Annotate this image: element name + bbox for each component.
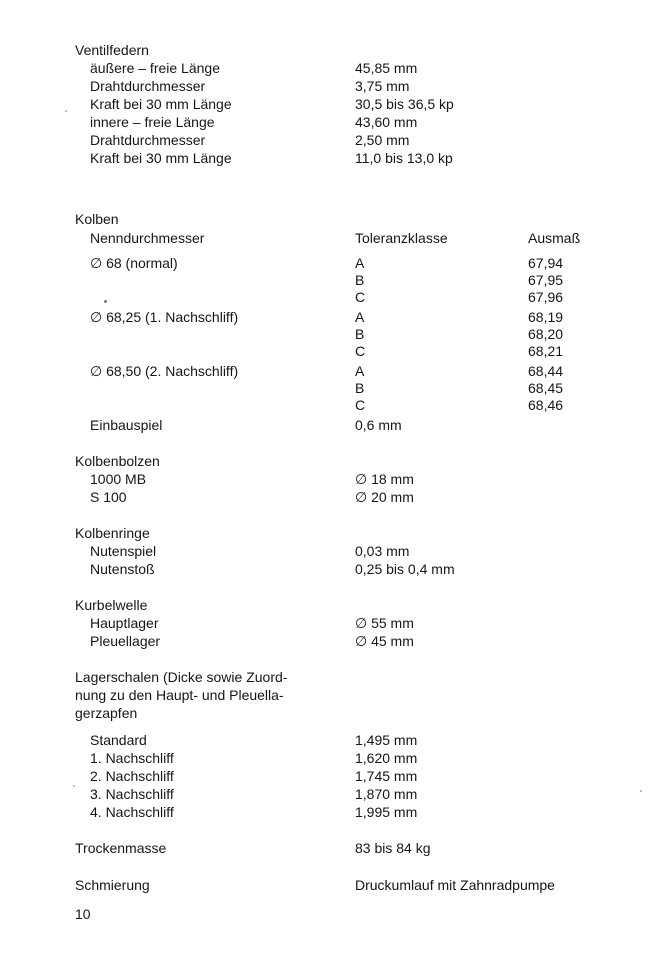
section-heading: Kurbelwelle <box>75 597 148 613</box>
spec-label: Drahtdurchmesser <box>90 78 206 94</box>
spec-row <box>0 560 670 578</box>
spec-label: 1000 MB <box>90 471 147 487</box>
section-ventilfedern <box>0 41 670 59</box>
spec-row <box>0 470 670 488</box>
spec-value: 30,5 bis 36,5 kp <box>355 96 454 112</box>
column-header-ausmass: Ausmaß <box>528 230 581 246</box>
section-heading: Kolbenringe <box>75 525 150 541</box>
spec-value: 1,620 mm <box>355 750 418 766</box>
spec-label: Nutenspiel <box>90 543 157 559</box>
section-lagerschalen <box>0 668 670 686</box>
column-header-toleranzklasse: Toleranzklasse <box>355 230 448 246</box>
spec-row-schmierung <box>0 876 670 894</box>
tolerance-class: C <box>355 343 366 359</box>
spec-row <box>0 767 670 785</box>
spec-row <box>0 113 670 131</box>
scan-speck <box>104 300 107 303</box>
spec-value: 45,85 mm <box>355 60 418 76</box>
table-row <box>0 396 670 414</box>
spec-row <box>0 803 670 821</box>
section-heading-line: Lagerschalen (Dicke sowie Zuord- <box>75 669 288 685</box>
section-heading: Ventilfedern <box>75 42 149 58</box>
scan-speck <box>65 110 67 112</box>
spec-value: ∅ 20 mm <box>355 489 414 505</box>
spec-value: ∅ 18 mm <box>355 471 414 487</box>
spec-label: Nutenstoß <box>90 561 155 577</box>
tolerance-class: A <box>355 255 365 271</box>
tolerance-class: C <box>355 397 366 413</box>
spec-label: Hauptlager <box>90 615 159 631</box>
table-row <box>0 254 670 272</box>
table-row <box>0 325 670 343</box>
spec-row <box>0 542 670 560</box>
size-value: 68,44 <box>528 363 564 379</box>
page-number-row <box>0 905 670 923</box>
spec-value: 0,25 bis 0,4 mm <box>355 561 455 577</box>
size-value: 68,21 <box>528 343 564 359</box>
section-heading-line: gerzapfen <box>75 705 138 721</box>
column-header-nenndurchmesser: Nenndurchmesser <box>90 230 205 246</box>
section-kurbelwelle <box>0 596 670 614</box>
spec-value: 0,03 mm <box>355 543 410 559</box>
spec-value: 83 bis 84 kg <box>355 840 431 856</box>
table-row <box>0 288 670 306</box>
size-value: 67,94 <box>528 255 564 271</box>
spec-value: 1,495 mm <box>355 732 418 748</box>
spec-label: 1. Nachschliff <box>90 750 174 766</box>
spec-value: 2,50 mm <box>355 132 410 148</box>
section-heading-line: nung zu den Haupt- und Pleuella- <box>75 687 284 703</box>
size-value: 68,45 <box>528 380 564 396</box>
spec-label: äußere – freie Länge <box>90 60 220 76</box>
spec-row <box>0 749 670 767</box>
spec-row <box>0 95 670 113</box>
table-header-row <box>0 229 670 247</box>
spec-label: Trockenmasse <box>75 840 167 856</box>
section-heading: Kolbenbolzen <box>75 453 160 469</box>
section-kolbenbolzen <box>0 452 670 470</box>
size-value: 67,96 <box>528 289 564 305</box>
spec-row <box>0 416 670 434</box>
spec-label: Kraft bei 30 mm Länge <box>90 150 232 166</box>
scan-speck <box>640 790 642 792</box>
tolerance-class: A <box>355 309 365 325</box>
spec-value: 3,75 mm <box>355 78 410 94</box>
table-row <box>0 362 670 380</box>
section-kolbenringe <box>0 524 670 542</box>
diameter-label: ∅ 68,25 (1. Nachschliff) <box>90 309 239 325</box>
size-value: 68,19 <box>528 309 564 325</box>
spec-label: 2. Nachschliff <box>90 768 174 784</box>
size-value: 67,95 <box>528 272 564 288</box>
spec-value: 1,745 mm <box>355 768 418 784</box>
size-value: 68,20 <box>528 326 564 342</box>
diameter-label: ∅ 68 (normal) <box>90 255 178 271</box>
section-lagerschalen-cont <box>0 704 670 722</box>
spec-row <box>0 488 670 506</box>
spec-label: Kraft bei 30 mm Länge <box>90 96 232 112</box>
spec-label: innere – freie Länge <box>90 114 215 130</box>
section-lagerschalen-cont <box>0 686 670 704</box>
spec-row <box>0 785 670 803</box>
spec-row <box>0 632 670 650</box>
spec-row <box>0 614 670 632</box>
spec-row-trockenmasse <box>0 839 670 857</box>
spec-value: Druckumlauf mit Zahnradpumpe <box>355 877 555 893</box>
spec-row <box>0 731 670 749</box>
spec-label: Standard <box>90 732 147 748</box>
spec-label: S 100 <box>90 489 127 505</box>
table-row <box>0 308 670 326</box>
spec-row <box>0 59 670 77</box>
page-number: 10 <box>75 906 91 922</box>
table-row <box>0 379 670 397</box>
spec-row <box>0 149 670 167</box>
spec-value: 43,60 mm <box>355 114 418 130</box>
section-kolben <box>0 210 670 228</box>
scan-speck <box>73 785 75 787</box>
tolerance-class: C <box>355 289 366 305</box>
spec-label: 4. Nachschliff <box>90 804 174 820</box>
spec-value: ∅ 45 mm <box>355 633 414 649</box>
spec-label: Pleuellager <box>90 633 161 649</box>
spec-row <box>0 77 670 95</box>
table-row <box>0 271 670 289</box>
spec-label: Schmierung <box>75 877 150 893</box>
spec-label: Einbauspiel <box>90 417 163 433</box>
spec-value: 11,0 bis 13,0 kp <box>355 150 453 166</box>
spec-value: 1,995 mm <box>355 804 418 820</box>
spec-value: ∅ 55 mm <box>355 615 414 631</box>
spec-label: 3. Nachschliff <box>90 786 174 802</box>
spec-value: 0,6 mm <box>355 417 402 433</box>
tolerance-class: B <box>355 326 365 342</box>
diameter-label: ∅ 68,50 (2. Nachschliff) <box>90 363 239 379</box>
section-heading: Kolben <box>75 211 119 227</box>
tolerance-class: B <box>355 380 365 396</box>
table-row <box>0 342 670 360</box>
spec-value: 1,870 mm <box>355 786 418 802</box>
tolerance-class: A <box>355 363 365 379</box>
size-value: 68,46 <box>528 397 564 413</box>
spec-label: Drahtdurchmesser <box>90 132 206 148</box>
tolerance-class: B <box>355 272 365 288</box>
spec-row <box>0 131 670 149</box>
